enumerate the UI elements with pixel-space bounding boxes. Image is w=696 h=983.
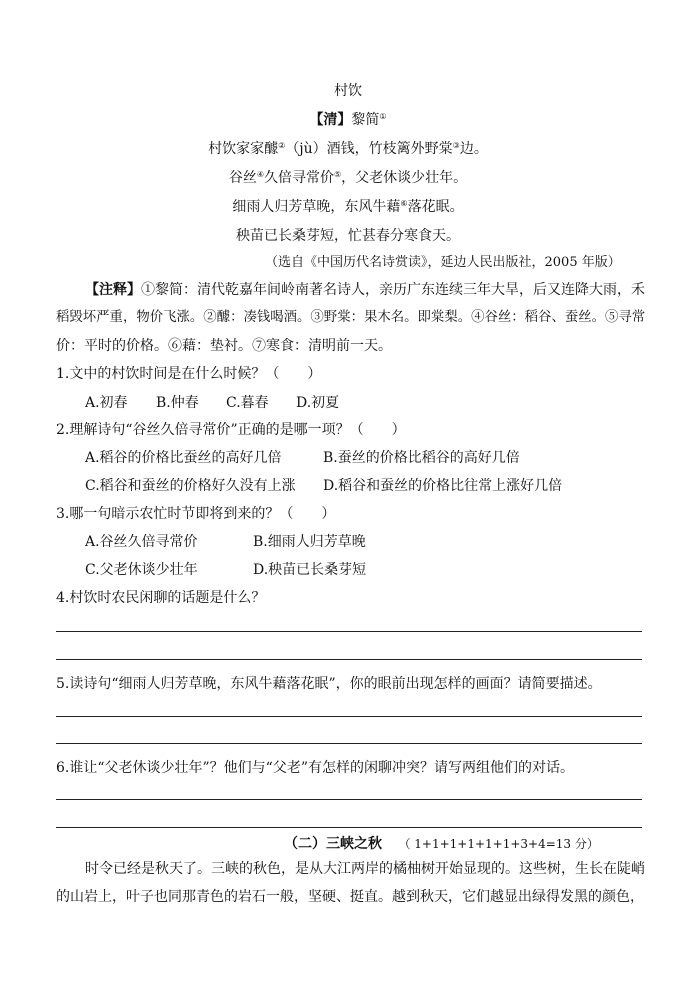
q1-option-c: C.暮春 xyxy=(226,395,269,411)
q2-option-c: C.稻谷和蚕丝的价格好久没有上涨 xyxy=(85,478,296,494)
q2-option-a: A.稻谷的价格比蚕丝的高好几倍 xyxy=(85,450,282,466)
q1-option-d: D.初夏 xyxy=(296,395,340,411)
poem-text: 谷丝 xyxy=(228,170,257,186)
q3-option-b: B.细雨人归芳草晚 xyxy=(253,534,366,550)
answer-line[interactable] xyxy=(56,827,642,828)
q3-option-a: A.谷丝久倍寻常价 xyxy=(85,534,198,550)
poem-title: 村饮 xyxy=(334,83,362,99)
poem-text: 边。 xyxy=(459,141,488,157)
section-2-para-line-2: 的山岩上，叶子也同那青色的岩石一般，坚硬、挺直。越到秋天，它们越显出绿得发黑的颜色， xyxy=(56,889,644,905)
poem-line-1 xyxy=(0,139,696,159)
poem-text: 久倍寻常价 xyxy=(264,170,334,186)
answer-line[interactable] xyxy=(56,659,642,660)
notes-line-1 xyxy=(85,280,645,300)
poem-line-2 xyxy=(0,168,696,188)
q1-option-a: A.初春 xyxy=(85,395,128,411)
notes-label: 【注释】 xyxy=(85,282,141,298)
q2-option-b: B.蚕丝的价格比稻谷的高好几倍 xyxy=(323,450,520,466)
poem-text: 村饮家家醵 xyxy=(208,141,279,157)
question-4: 4.村饮时农民闲聊的话题是什么？ xyxy=(56,590,266,606)
question-6: 6.谁让“父老休谈少壮年”？他们与“父老”有怎样的闲聊冲突？请写两组他们的对话。 xyxy=(56,760,574,776)
q3-option-d: D.秧苗已长桑芽短 xyxy=(253,562,367,578)
section-2-title: （二）三峡之秋 xyxy=(284,836,382,852)
poem-line-3 xyxy=(0,197,696,217)
notes-line-3: 价：平时的价格。⑥藉：垫衬。⑦寒食：清明前一天。 xyxy=(56,338,392,354)
section-2-score: （ 1+1+1+1+1+1+3+4=13 分） xyxy=(398,837,599,851)
answer-line[interactable] xyxy=(56,743,642,744)
dynasty-tag: 【清】 xyxy=(309,112,352,128)
section-2-heading xyxy=(284,834,599,854)
notes-text: ①黎简：清代乾嘉年间岭南著名诗人，亲历广东连续三年大旱，后又连降大雨，禾 xyxy=(141,282,645,298)
q2-option-d: D.稻谷和蚕丝的价格比往常上涨好几倍 xyxy=(323,478,563,494)
section-2-para-line-1: 时令已经是秋天了。三峡的秋色，是从大江两岸的橘柚树开始显现的。这些树，生长在陡峭 xyxy=(85,861,645,877)
poem-line-4 xyxy=(0,226,696,246)
poem-text: ，父老休谈少壮年。 xyxy=(341,170,468,186)
question-5: 5.读诗句“细雨人归芳草晚，东风牛藉落花眠”，你的眼前出现怎样的画面？请简要描述。 xyxy=(56,676,602,692)
q3-option-c: C.父老休谈少壮年 xyxy=(85,562,198,578)
author-name: 黎简 xyxy=(351,112,380,128)
note-mark: ③ xyxy=(452,141,460,150)
q1-option-b: B.仲春 xyxy=(156,395,199,411)
question-2: 2.理解诗句“谷丝久倍寻常价”正确的是哪一项？（ ） xyxy=(56,422,406,438)
question-1: 1.文中的村饮时间是在什么时候？（ ） xyxy=(56,366,322,382)
note-mark: ④ xyxy=(256,170,264,179)
note-mark: ⑤ xyxy=(334,170,342,179)
poem-author xyxy=(0,110,696,130)
note-mark: ② xyxy=(278,141,286,150)
poem-text: 细雨人归芳草晚，东风牛藉 xyxy=(232,199,401,215)
answer-line[interactable] xyxy=(56,716,642,717)
note-mark: ⑥ xyxy=(400,199,408,208)
poem-text: 秧苗已长桑芽短，忙甚春分寒食天。 xyxy=(236,228,460,244)
poem-source: （选自《中国历代名诗赏读》，延边人民出版社，2005 年版） xyxy=(265,255,621,270)
poem-text: 落花眠。 xyxy=(407,199,464,215)
question-3: 3.哪一句暗示农忙时节即将到来的？（ ） xyxy=(56,506,336,522)
answer-line[interactable] xyxy=(56,631,642,632)
notes-line-2: 稻毁坏严重，物价飞涨。②醵：凑钱喝酒。③野棠：果木名。即棠梨。④谷丝：稻谷、蚕丝。⑤寻常 xyxy=(56,310,646,325)
poem-text: （jù）酒钱，竹枝篱外野棠 xyxy=(285,141,453,157)
note-mark: ① xyxy=(379,112,387,121)
answer-line[interactable] xyxy=(56,799,642,800)
